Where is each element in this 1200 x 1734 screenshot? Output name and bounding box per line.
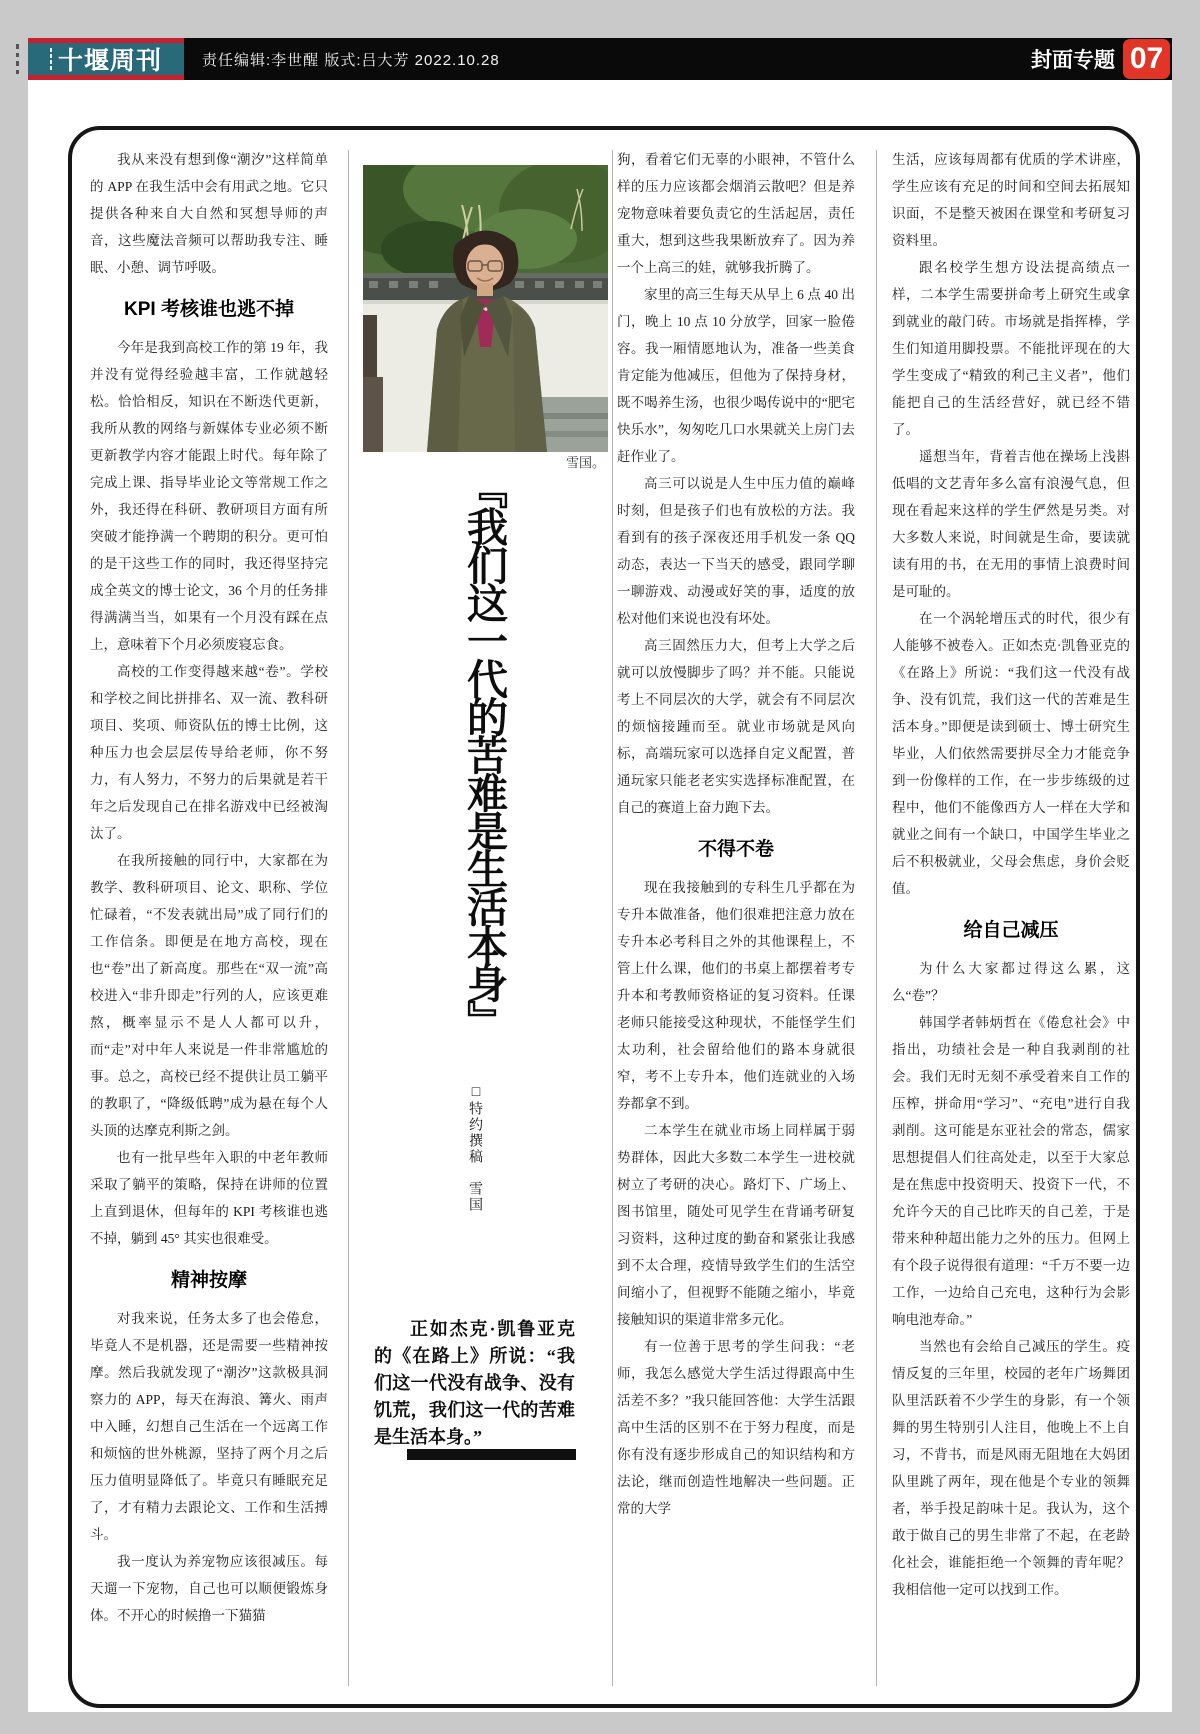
header-spacer [500, 38, 1031, 80]
body-paragraph: 对我来说，任务太多了也会倦怠，毕竟人不是机器，还是需要一些精神按摩。然后我就发现了“潮汐”这款极具洞察力的 APP，每天在海浪、篝火、雨声中入睡，幻想自己生活在一个远离工作和烦恼的世外桃源，坚持了两个月之后压力值明显降低了。毕竟只有睡眠充足了，才有精力去跟论文、工作和生活搏斗。 [90, 1311, 328, 1542]
body-paragraph: 高三可以说是人生中压力值的巅峰时刻，但是孩子们也有放松的方法。我看到有的孩子深夜还用手机发一条 QQ 动态，表达一下当天的感受，跟同学聊一聊游戏、动漫或好笑的事，适度的放松对他们来说也没有坏处。 [617, 476, 855, 626]
body-paragraph: 我从来没有想到像“潮汐”这样简单的 APP 在我生活中会有用武之地。它只提供各种来自大自然和冥想导师的声音，这些魔法音频可以帮助我专注、睡眠、小憩、调节呼吸。 [90, 152, 328, 275]
body-paragraph: 家里的高三生每天从早上 6 点 40 出门，晚上 10 点 10 分放学，回家一脸倦容。我一厢情愿地认为，准备一些美食肯定能为他减压，但他为了保持身材，既不喝养生汤，也很少喝传说中的“肥宅快乐水”，匆匆吃几口水果就关上房门去赶作业了。 [617, 287, 855, 464]
body-paragraph: 当然也有会给自己减压的学生。疫情反复的三年里，校园的老年广场舞团队里活跃着不少学生的身影，有一个领舞的男生特别引人注目，他晚上不上自习，不背书，而是风雨无阻地在大妈团队里跳了两年，现在他是个专业的领舞者，举手投足韵味十足。我认为，这个敢于做自己的男生非常了不起，在老龄化社会，谁能拒绝一个领舞的青年呢？我相信他一定可以找到工作。 [892, 1339, 1130, 1597]
text-column-3 [617, 146, 855, 1522]
section-title: 封面专题 [1031, 49, 1115, 72]
page-number-badge: 07 [1123, 39, 1170, 79]
section-heading: 给自己减压 [963, 920, 1059, 941]
body-paragraph: 狗，看着它们无辜的小眼神，不管什么样的压力应该都会烟消云散吧？但是养宠物意味着要负责它的生活起居，责任重大，想到这些我果断放弃了。因为养一个上高三的娃，就够我折腾了。 [617, 152, 855, 275]
body-paragraph: 生活，应该每周都有优质的学术讲座，学生应该有充足的时间和空间去拓展知识面，不是整天被困在课堂和考研复习资料里。 [892, 152, 1130, 248]
column-divider-1 [348, 150, 349, 1686]
edge-registration-marks [16, 44, 24, 74]
page-header-bar [28, 38, 1172, 80]
body-paragraph: 高三固然压力大，但考上大学之后就可以放慢脚步了吗？并不能。只能说考上不同层次的大学，就会有不同层次的烦恼接踵而至。就业市场就是风向标，高端玩家可以选择自定义配置，普通玩家只能老老实实选择标准配置，在自己的赛道上奋力跑下去。 [617, 638, 855, 815]
byline: □特约撰稿 雪国 [468, 1083, 484, 1213]
body-paragraph: 跟名校学生想方设法提高绩点一样，二本学生需要拼命考上研究生或拿到就业的敲门砖。市场就是指挥棒，学生们知道用脚投票。不能批评现在的大学生变成了“精致的利己主义者”，他们能把自己的生活经营好，就已经不错了。 [892, 260, 1130, 437]
masthead-title: 十堰周刊 [57, 47, 162, 75]
body-paragraph: 在一个涡轮增压式的时代，很少有人能够不被卷入。正如杰克·凯鲁亚克的《在路上》所说：“我们这一代没有战争、没有饥荒，我们这一代的苦难是生活本身。”即便是读到硕士、博士研究生毕业，人们依然需要拼尽全力才能竞争到一份像样的工作，在一步步练级的过程中，他们不能像西方人一样在大学和就业之间有一个缺口，中国学生毕业之后不积极就业，父母会焦虑，身价会贬值。 [892, 611, 1130, 896]
section-heading: 精神按摩 [170, 1270, 247, 1291]
body-paragraph: 遥想当年，背着吉他在操场上浅斟低唱的文艺青年多么富有浪漫气息，但现在看起来这样的学生俨然是另类。对大多数人来说，时间就是生命，要读就读有用的书，在无用的事情上浪费时间是可耻的。 [892, 449, 1130, 599]
portrait-photo-graphic [363, 165, 608, 452]
masthead-side-marks [50, 48, 52, 70]
pull-quote: 正如杰克·凯鲁亚克的《在路上》所说：“我们这一代没有战争、没有饥荒，我们这一代的苦难是生活本身。” [374, 1319, 575, 1447]
body-paragraph: 韩国学者韩炳哲在《倦怠社会》中指出，功绩社会是一种自我剥削的社会。我们无时无刻不承受着来自工作的压榨，拼命用“学习”、“充电”进行自我剥削。这可能是东亚社会的常态，儒家思想提倡人们往高处走，以至于大家总是在焦虑中投资明天、投资下一代，不允许今天的自己比昨天的自己差，于是带来种种超出能力之外的压力。但网上有个段子说得很有道理：“千万不要一边工作，一边给自己充电，这种行为会影响电池寿命。” [892, 1015, 1130, 1327]
column-divider-2 [612, 150, 613, 1686]
section-heading: KPI 考核谁也逃不掉 [124, 299, 294, 320]
body-paragraph: 今年是我到高校工作的第 19 年，我并没有觉得经验越丰富，工作就越轻松。恰恰相反，知识在不断迭代更新，我所从教的网络与新媒体专业必须不断更新教学内容才能跟上时代。每年除了完成上课、指导毕业论文等常规工作之外，我还得在科研、教研项目方面有所突破才能挣满一个聘期的积分。更可怕的是干这些工作的同时，我还得坚持完成全英文的博士论文，36 个月的任务排得满满当当，如果有一个月没有踩在点上，意味着下个月必须废寝忘食。 [90, 340, 328, 652]
text-column-1 [90, 146, 328, 1629]
body-paragraph: 现在我接触到的专科生几乎都在为专升本做准备，他们很难把注意力放在专升本必考科目之外的其他课程上，不管上什么课，他们的书桌上都摆着考专升本和考教师资格证的复习资料。任课老师只能接受这种现状，不能怪学生们太功利，社会留给他们的路本身就很窄，考不上专升本，他们连就业的入场券都拿不到。 [617, 880, 855, 1111]
pull-quote-rule [407, 1449, 576, 1460]
photo-caption: 雪国。 [565, 455, 605, 470]
body-paragraph: 高校的工作变得越来越“卷”。学校和学校之间比拼排名、双一流、教科研项目、奖项、师资队伍的博士比例，这种压力也会层层传导给老师，你不努力，有人努力，不努力的后果就是若干年之后发现自己在排名游戏中已经被淘汰了。 [90, 664, 328, 841]
masthead-box [28, 38, 184, 80]
body-paragraph: 也有一批早些年入职的中老年教师采取了躺平的策略，保持在讲师的位置上直到退休，但每年的 KPI 考核谁也逃不掉，躺到 45° 其实也很难受。 [90, 1150, 328, 1246]
body-paragraph: 我一度认为养宠物应该很减压。每天遛一下宠物，自己也可以顺便锻炼身体。不开心的时候撸一下猫猫 [90, 1554, 328, 1623]
body-paragraph: 在我所接触的同行中，大家都在为教学、教科研项目、论文、职称、学位忙碌着，“不发表就出局”成了同行们的工作信条。即便是在地方高校，现在也“卷”出了新高度。那些在“双一流”高校进入“非升即走”行列的人，应该更难熬，概率显示不是人人都可以升，而“走”对中年人来说是一件非常尴尬的事。总之，高校已经不提供让员工躺平的教职了，“降级低聘”成为悬在每个人头顶的达摩克利斯之剑。 [90, 853, 328, 1138]
editors-credit: 责任编辑:李世醒 版式:吕大芳 2022.10.28 [202, 51, 500, 69]
main-headline: 『我们这一代的苦难是生活本身』 [461, 468, 507, 1038]
text-column-4 [892, 146, 1130, 1603]
column-divider-3 [876, 150, 877, 1686]
section-heading: 不得不卷 [697, 839, 774, 860]
body-paragraph: 二本学生在就业市场上同样属于弱势群体，因此大多数二本学生一进校就树立了考研的决心。路灯下、广场上、图书馆里，随处可见学生在背诵考研复习资料，这种过度的勤奋和紧张让我感到不太合理，疫情导致学生们的生活空间缩小了，但视野不能随之缩小，毕竟接触知识的渠道非常多元化。 [617, 1123, 855, 1327]
portrait-photo [363, 165, 608, 452]
body-paragraph: 为什么大家都过得这么累，这么“卷”？ [892, 961, 1130, 1003]
body-paragraph: 有一位善于思考的学生问我：“老师，我怎么感觉大学生活过得跟高中生活差不多？”我只能回答他：大学生活跟高中生活的区别不在于努力程度，而是你有没有逐步形成自己的知识结构和方法论，继而创造性地解决一些问题。正常的大学 [617, 1339, 855, 1516]
